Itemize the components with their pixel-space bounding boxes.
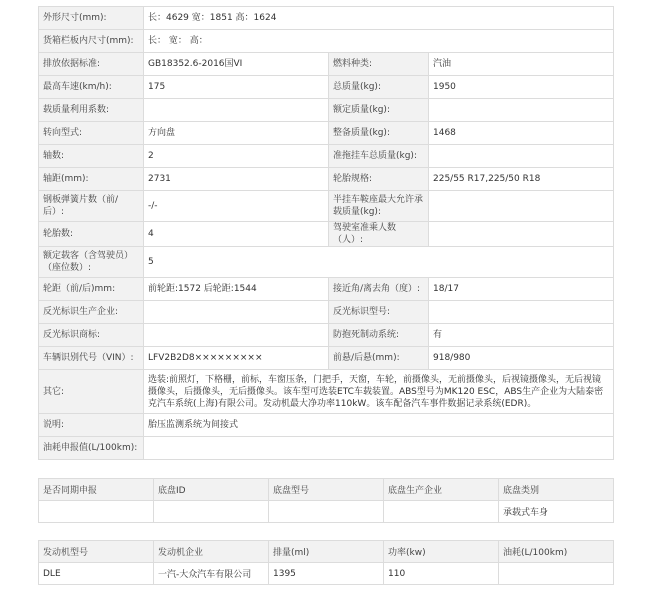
max-speed-label: 最高车速(km/h):	[39, 76, 144, 99]
chassis-header-cell: 底盘ID	[154, 479, 269, 501]
overhang-value: 918/980	[429, 347, 614, 370]
engine-data-row	[39, 563, 614, 585]
track-value: 前轮距:1572 后轮距:1544	[144, 278, 329, 301]
rated-load-value	[429, 99, 614, 122]
trailer-mass-value	[429, 145, 614, 168]
tire-count-label: 轮胎数:	[39, 222, 144, 247]
overhang-label: 前悬/后悬(mm):	[329, 347, 429, 370]
leaf-spring-value: -/-	[144, 191, 329, 222]
spec-row-fuel-report	[39, 437, 614, 460]
chassis-cell	[269, 501, 384, 523]
total-mass-value: 1950	[429, 76, 614, 99]
engine-header-row	[39, 541, 614, 563]
spec-row-reflective	[39, 301, 614, 324]
spec-row-note	[39, 414, 614, 437]
engine-fuel-cell	[499, 563, 614, 585]
engine-header-cell: 发动机型号	[39, 541, 154, 563]
chassis-cell	[39, 501, 154, 523]
tire-spec-value: 225/55 R17,225/50 R18	[429, 168, 614, 191]
track-label: 轮距（前/后)mm:	[39, 278, 144, 301]
cargo-size-label: 货箱栏板内尺寸(mm):	[39, 30, 144, 53]
engine-header-cell: 发动机企业	[154, 541, 269, 563]
spec-row-vin	[39, 347, 614, 370]
chassis-data-row	[39, 501, 614, 523]
reflective-brand-label: 反光标识商标:	[39, 324, 144, 347]
spec-row-axles	[39, 145, 614, 168]
dimensions-label: 外形尺寸(mm):	[39, 7, 144, 30]
reflective-maker-value	[144, 301, 329, 324]
fuel-report-label: 油耗申报值(L/100km):	[39, 437, 144, 460]
saddle-load-value	[429, 191, 614, 222]
wheelbase-value: 2731	[144, 168, 329, 191]
engine-displacement-cell: 1395	[269, 563, 384, 585]
other-label: 其它:	[39, 370, 144, 414]
cab-passengers-label: 驾驶室准乘人数（人）:	[329, 222, 429, 247]
total-mass-label: 总质量(kg):	[329, 76, 429, 99]
emission-standard-value: GB18352.6-2016国VI	[144, 53, 329, 76]
spec-row-load	[39, 99, 614, 122]
engine-header-cell: 功率(kw)	[384, 541, 499, 563]
engine-maker-cell: 一汽-大众汽车有限公司	[154, 563, 269, 585]
spec-row-seats	[39, 247, 614, 278]
reflective-model-label: 反光标识型号:	[329, 301, 429, 324]
emission-standard-label: 排放依据标准:	[39, 53, 144, 76]
rated-load-label: 额定质量(kg):	[329, 99, 429, 122]
spec-row-brand-abs	[39, 324, 614, 347]
leaf-spring-label: 钢板弹簧片数（前/后）:	[39, 191, 144, 222]
fuel-type-label: 燃料种类:	[329, 53, 429, 76]
wheelbase-label: 轴距(mm):	[39, 168, 144, 191]
chassis-header-cell: 底盘类别	[499, 479, 614, 501]
max-speed-value: 175	[144, 76, 329, 99]
reflective-brand-value	[144, 324, 329, 347]
curb-mass-value: 1468	[429, 122, 614, 145]
spec-row-emission	[39, 53, 614, 76]
engine-power-cell: 110	[384, 563, 499, 585]
reflective-maker-label: 反光标识生产企业:	[39, 301, 144, 324]
note-value: 胎压监测系统为间接式	[144, 414, 614, 437]
approach-angle-value: 18/17	[429, 278, 614, 301]
trailer-mass-label: 准拖挂车总质量(kg):	[329, 145, 429, 168]
saddle-load-label: 半挂车鞍座最大允许承载质量(kg):	[329, 191, 429, 222]
spec-row-other	[39, 370, 614, 414]
cargo-size-value: 长： 宽： 高：	[144, 30, 614, 53]
spec-row-cargo	[39, 30, 614, 53]
engine-model-cell: DLE	[39, 563, 154, 585]
tire-count-value: 4	[144, 222, 329, 247]
steering-label: 转向型式:	[39, 122, 144, 145]
chassis-cell	[384, 501, 499, 523]
spec-row-track	[39, 278, 614, 301]
engine-header-cell: 油耗(L/100km)	[499, 541, 614, 563]
reflective-model-value	[429, 301, 614, 324]
axles-label: 轴数:	[39, 145, 144, 168]
chassis-cell: 承载式车身	[499, 501, 614, 523]
chassis-table	[38, 478, 614, 523]
abs-value: 有	[429, 324, 614, 347]
tire-spec-label: 轮胎规格:	[329, 168, 429, 191]
spec-row-dimensions	[39, 7, 614, 30]
vin-value: LFV2B2D8×××××××××	[144, 347, 329, 370]
spec-row-steering	[39, 122, 614, 145]
chassis-header-row	[39, 479, 614, 501]
spec-row-springs	[39, 191, 614, 222]
other-value: 选装:前照灯，下格栅，前标，车窗压条，门把手，天窗，车轮，前摄像头，无前摄像头，后视镜摄像头，无后视镜摄像头，后摄像头，无后摄像头。该车型可选装ETC车载装置。ABS型号为MK120 ESC，ABS生产企业为大陆泰密克汽车系统(上海)有限公司。发动机最大净功率110kW。该车配备汽车事件数据记录系统(EDR)。	[144, 370, 614, 414]
fuel-report-value	[144, 437, 614, 460]
abs-label: 防抱死制动系统:	[329, 324, 429, 347]
engine-header-cell: 排量(ml)	[269, 541, 384, 563]
fuel-type-value: 汽油	[429, 53, 614, 76]
seats-label: 额定载客（含驾驶员）（座位数）:	[39, 247, 144, 278]
spec-row-wheelbase	[39, 168, 614, 191]
curb-mass-label: 整备质量(kg):	[329, 122, 429, 145]
load-utilization-label: 载质量利用系数:	[39, 99, 144, 122]
steering-value: 方向盘	[144, 122, 329, 145]
axles-value: 2	[144, 145, 329, 168]
seats-value: 5	[144, 247, 614, 278]
chassis-cell	[154, 501, 269, 523]
cab-passengers-value	[429, 222, 614, 247]
chassis-header-cell: 底盘型号	[269, 479, 384, 501]
note-label: 说明:	[39, 414, 144, 437]
chassis-header-cell: 是否同期申报	[39, 479, 154, 501]
vin-label: 车辆识别代号（VIN）:	[39, 347, 144, 370]
approach-angle-label: 接近角/离去角（度）:	[329, 278, 429, 301]
load-utilization-value	[144, 99, 329, 122]
spec-row-tires	[39, 222, 614, 247]
chassis-header-cell: 底盘生产企业	[384, 479, 499, 501]
dimensions-value: 长：4629 宽：1851 高：1624	[144, 7, 614, 30]
vehicle-spec-table	[38, 6, 614, 460]
engine-table	[38, 540, 614, 585]
spec-row-speed	[39, 76, 614, 99]
